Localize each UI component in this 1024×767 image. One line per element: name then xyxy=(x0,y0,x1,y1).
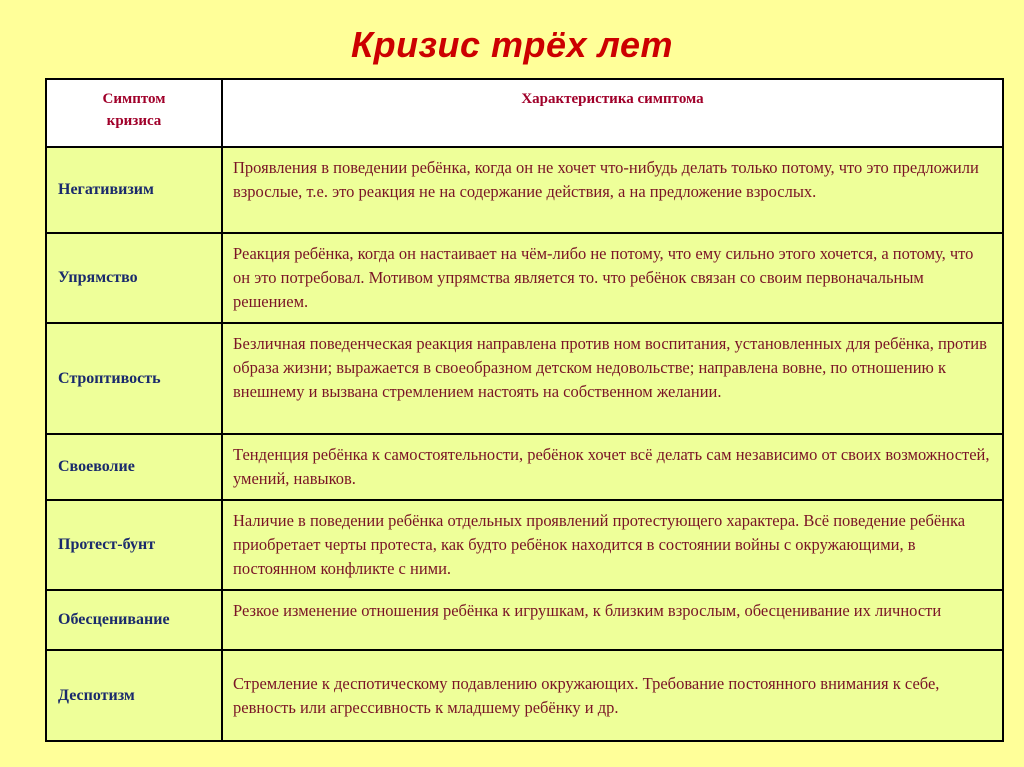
symptom-name: Упрямство xyxy=(46,233,222,323)
symptom-description: Безличная поведенческая реакция направлена против ном воспитания, установленных для ребёнка, против образа жизни; выражается в своеобразном детском недовольстве; направлена вовне, по отношению к внешнему и вызвана стремлением настоять на собственном желании. xyxy=(222,323,1003,434)
symptom-description: Стремление к деспотическому подавлению окружающих. Требование постоянного внимания к себе, ревность или агрессивность к младшему ребёнку и др. xyxy=(222,650,1003,741)
symptom-name: Деспотизм xyxy=(46,650,222,741)
symptom-description: Тенденция ребёнка к самостоятельности, ребёнок хочет всё делать сам независимо от своих возможностей, умений, навыков. xyxy=(222,434,1003,500)
table-header-row xyxy=(46,79,1003,147)
symptom-table xyxy=(45,78,1004,742)
symptom-name: Обесценивание xyxy=(46,590,222,650)
table-row xyxy=(46,147,1003,233)
header-symptom xyxy=(46,79,222,147)
table-row xyxy=(46,500,1003,590)
table-row xyxy=(46,323,1003,434)
symptom-name: Протест-бунт xyxy=(46,500,222,590)
symptom-name: Негативизим xyxy=(46,147,222,233)
table-row xyxy=(46,590,1003,650)
symptom-name: Своеволие xyxy=(46,434,222,500)
header-symptom-label: Симптом кризиса xyxy=(102,91,166,129)
table-row xyxy=(46,434,1003,500)
symptom-description: Резкое изменение отношения ребёнка к игрушкам, к близким взрослым, обесценивание их личности xyxy=(222,590,1003,650)
table-row xyxy=(46,650,1003,741)
slide-title: Кризис трёх лет xyxy=(351,24,673,65)
symptom-name: Строптивость xyxy=(46,323,222,434)
symptom-description: Проявления в поведении ребёнка, когда он не хочет что-нибудь делать только потому, что это предложили взрослые, т.е. это реакция не на содержание действия, а на предложение взрослых. xyxy=(222,147,1003,233)
table-row xyxy=(46,233,1003,323)
symptom-description: Реакция ребёнка, когда он настаивает на чём-либо не потому, что ему сильно этого хочется, а потому, что он это потребовал. Мотивом упрямства является то. что ребёнок связан со своим первоначальным решением. xyxy=(222,233,1003,323)
symptom-description: Наличие в поведении ребёнка отдельных проявлений протестующего характера. Всё поведение ребёнка приобретает черты протеста, как будто ребёнок находится в состоянии войны с окружающими, в постоянном конфликте с ними. xyxy=(222,500,1003,590)
header-characteristic: Характеристика симптома xyxy=(222,79,1003,147)
